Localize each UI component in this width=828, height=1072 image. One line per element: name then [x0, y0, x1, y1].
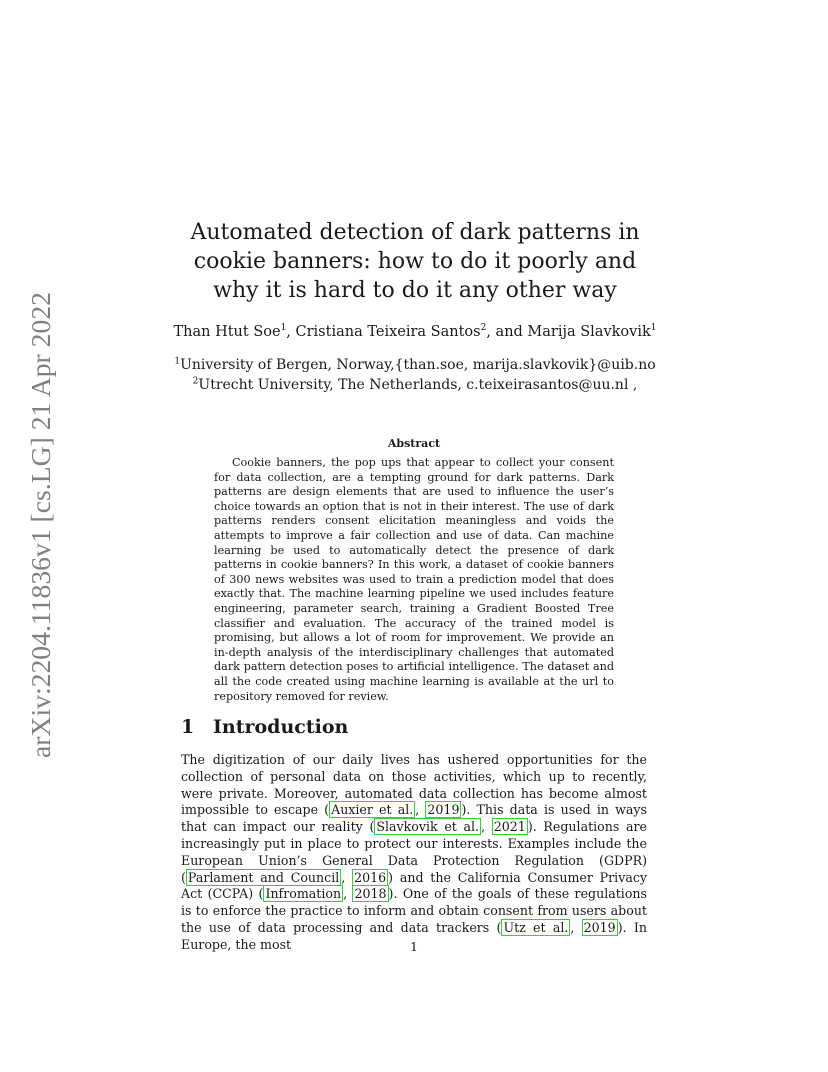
author-affil-mark: 1 [280, 323, 287, 334]
arxiv-identifier-stamp [14, 290, 60, 760]
citation-link[interactable]: 2018 [354, 886, 387, 902]
section-number: 1 [181, 716, 195, 738]
author-name: Than Htut Soe [173, 324, 281, 340]
section-title: Introduction [213, 716, 349, 738]
author-affil-mark: 1 [650, 323, 657, 334]
author-name: Cristiana Teixeira Santos [295, 324, 481, 340]
affiliation: $^1$University of Bergen, Norway,{than.soe, marija.slavkovik}@uib.no [174, 356, 656, 373]
introduction-paragraph: The digitization of our daily lives has ushered opportunities for the collection of personal data on those activities, which up to recently, were private. Moreover, automated data collection has become almost impossible to escape ( Auxier et al. , 2019 ). This data is used in ways that can impact our reality ( Slavkovik et al. , 2021 ). Regulations are increasingly put in place to protect our interests. Examples include the European Union’s General Data Protection Regulation (GDPR) ( Parlament and Council , 2016 ) and the California Consumer Privacy Act (CCPA) ( Infromation , 2018 ). One of the goals of these regulations is to enforce the practice to inform and obtain consent from users about the use of data processing and data trackers ( Utz et al. , 2019 ). In Europe, the most [181, 752, 647, 952]
citation-link[interactable]: 2019 [427, 802, 460, 818]
author-name: Marija Slavkovik [527, 324, 651, 340]
affiliation-list [150, 355, 680, 395]
page-number: 1 [410, 939, 418, 954]
author-list: Than Htut Soe$^1$, Cristiana Teixeira Santos$^2$, and Marija Slavkovik$^1$ [173, 323, 657, 340]
affiliation: $^2$Utrecht University, The Netherlands, c.teixeirasantos@uu.nl , [192, 376, 638, 393]
abstract-text: Cookie banners, the pop ups that appear to collect your consent for data collection, are a tempting ground for dark patterns. Dark patterns are design elements that are used to influence the user’s choice towards an option that is not in their interest. The use of dark patterns renders consent elicitation meaningless and voids the attempts to improve a fair collection and use of data. Can machine learning be used to automatically detect the presence of dark patterns in cookie banners? In this work, a dataset of cookie banners of 300 news websites was used to train a prediction model that does exactly that. The machine learning pipeline we used includes feature engineering, parameter search, training a Gradient Boosted Tree classifier and evaluation. The accuracy of the trained model is promising, but allows a lot of room for improvement. We provide an in-depth analysis of the interdisciplinary challenges that automated dark pattern detection poses to artificial intelligence. The dataset and all the code created using machine learning is available at the url to repository removed for review. [214, 456, 614, 703]
citation-link[interactable]: 2016 [354, 869, 387, 885]
citation-link[interactable]: Infromation [265, 886, 342, 902]
citation-link[interactable]: 2021 [493, 819, 526, 835]
citation-link[interactable]: Slavkovik et al. [376, 819, 480, 835]
author-affil-mark: 2 [480, 323, 487, 334]
arxiv-stamp-text: arXiv:2204.11836v1 [cs.LG] 21 Apr 2022 [26, 303, 56, 758]
citation-link[interactable]: Utz et al. [503, 919, 569, 935]
citation-link[interactable]: 2019 [583, 919, 616, 935]
citation-link[interactable]: Auxier et al. [331, 802, 414, 818]
abstract-heading: Abstract [387, 437, 441, 450]
citation-link[interactable]: Parlament and Council [187, 869, 340, 885]
paper-title: Automated detection of dark patterns in cookie banners: how to do it poorly and why it is hard to do it any other way [190, 220, 640, 303]
section-heading [181, 716, 348, 738]
